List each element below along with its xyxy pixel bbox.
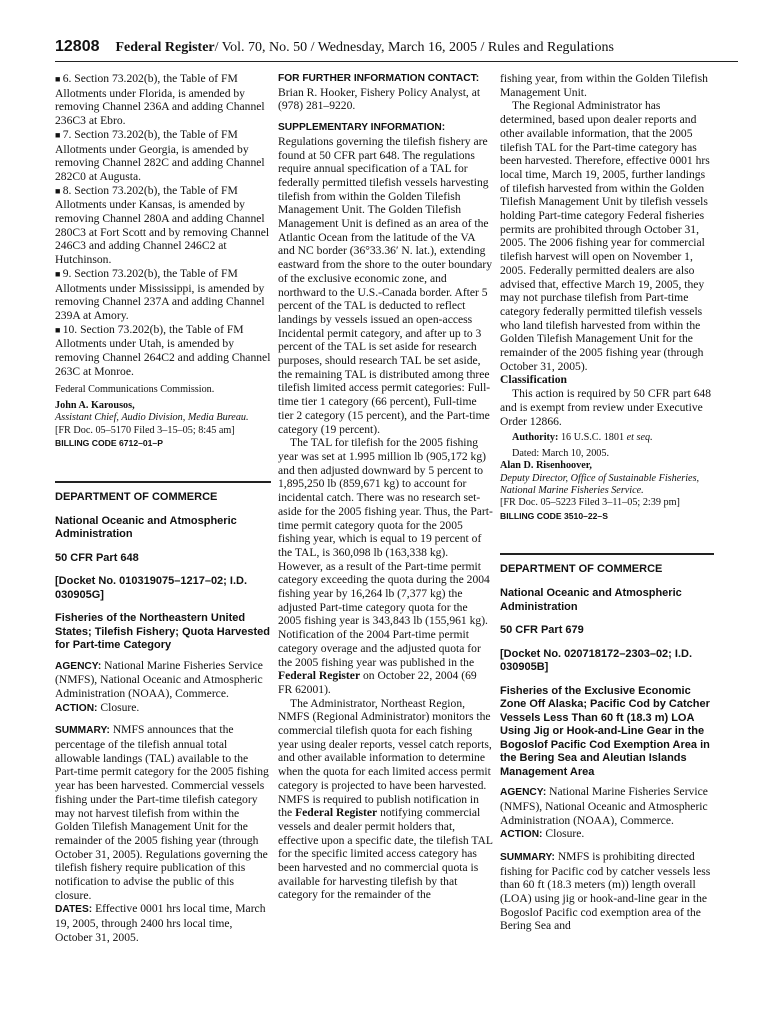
- docket-number: [Docket No. 010319075–1217–02; I.D. 030905G]: [55, 575, 248, 601]
- contact-text: Brian R. Hooker, Fishery Policy Analyst, at (978) 281–9220.: [278, 85, 481, 113]
- summary-text: NMFS announces that the percentage of the tilefish annual total allowable landings (TAL) available to the Part-time permit category for the 2005 fishing year has been harvested. Commercial vessels fishing under the Part-time tilefish category may not harvest tilefish from within the Golden Tilefish Management Unit for the remainder of the 2005 fishing year (through October 31, 2005). Regulations governing the tilefish fishery require publication of this notification to advise the public of this closure.: [55, 723, 269, 902]
- billing-code: BILLING CODE 6712–01–P: [55, 438, 163, 449]
- summary-block: [55, 723, 271, 902]
- dated-line: Dated: March 10, 2005.: [512, 447, 610, 459]
- signer-name: Alan D. Risenhoover,: [500, 460, 592, 472]
- authority-et-seq: et seq.: [626, 432, 653, 444]
- agency-label: AGENCY:: [55, 660, 102, 672]
- federal-register-ref: Federal Register: [295, 806, 378, 820]
- summary-label: SUMMARY:: [500, 851, 555, 863]
- agency-block: [55, 659, 271, 701]
- amendment-10: ■ 10. Section 73.202(b), the Table of FM Allotments under Utah, is amended by removing Channel 264C2 and adding Channel 263C at Monroe.: [55, 323, 271, 379]
- column-1: [55, 72, 271, 945]
- agency-text: National Marine Fisheries Service (NMFS), National Oceanic and Atmospheric Administration (NOAA), Commerce.: [55, 658, 263, 700]
- paragraph-2-text-b: on October 22, 2004 (69 FR 62001).: [278, 669, 477, 696]
- agency-heading: National Oceanic and Atmospheric Administration: [500, 587, 682, 613]
- action-block: [55, 701, 271, 716]
- dates-text: Effective 0001 hrs local time, March 19, 2005, through 2400 hrs local time, October 31, 2005.: [55, 902, 266, 944]
- amendment-9: ■ 9. Section 73.202(b), the Table of FM Allotments under Mississippi, is amended by removing Channel 237A and adding Channel 239A at Amory.: [55, 267, 271, 323]
- agency-signature: Federal Communications Commission.: [55, 384, 215, 396]
- action-label: ACTION:: [500, 829, 543, 841]
- column-2: [278, 72, 493, 902]
- agency-block: [500, 785, 714, 827]
- summary-text: NMFS is prohibiting directed fishing for Pacific cod by catcher vessels less than 60 ft (18.3 meters (m)) length overall (LOA) using jig or hook-and-line gear in the Bogoslof Pacific cod exemption area of the Bering Sea and: [500, 849, 711, 933]
- determination-paragraph: The Regional Administrator has determined, based upon dealer reports and other available information, that the 2005 tilefish TAL for the Part-time category has been harvested. Therefore, effective 0001 hrs local time, March 19, 2005, further landings of tilefish harvested from within the Golden Tilefish Management Unit by tilefish vessels holding Part-time category Federal fisheries permits are prohibited through October 31, 2005. The 2006 fishing year for commercial tilefish harvest will open on November 1, 2005. Federally permitted dealers are also advised that, effective March 19, 2005, they may not purchase tilefish from Part-time category federally permitted tilefish vessels who land tilefish harvested from within the Golden Tilefish Management Unit for the remainder of the 2005 fishing year (through October 31, 2005).: [500, 99, 710, 373]
- contact-label: FOR FURTHER INFORMATION CONTACT:: [278, 73, 480, 84]
- department-heading: DEPARTMENT OF COMMERCE: [500, 553, 714, 577]
- amendment-8: ■ 8. Section 73.202(b), the Table of FM Allotments under Kansas, is amended by removing Channel 280A and adding Channel 280C3 at Fort Scott and by removing Channel 246C3 and adding Channel 246C2 at Hutchinson.: [55, 184, 271, 267]
- supplementary-paragraph-3: [278, 697, 493, 903]
- publication-name: Federal Register: [115, 40, 215, 55]
- billing-code: BILLING CODE 3510–22–S: [500, 510, 608, 521]
- agency-label: AGENCY:: [500, 787, 547, 799]
- continued-paragraph: fishing year, from within the Golden Tilefish Management Unit.: [500, 72, 708, 99]
- amendment-6: ■ 6. Section 73.202(b), the Table of FM Allotments under Florida, is amended by removing Channel 236A and adding Channel 236C3 at Ebro.: [55, 72, 271, 128]
- summary-label: SUMMARY:: [55, 725, 110, 737]
- amendment-7: ■ 7. Section 73.202(b), the Table of FM Allotments under Georgia, is amended by removing Channel 282C and adding Channel 282C0 at Augusta.: [55, 128, 271, 184]
- authority-line: [500, 432, 714, 444]
- dates-label: DATES:: [55, 904, 93, 916]
- column-3: [500, 72, 714, 933]
- classification-heading: Classification: [500, 373, 567, 387]
- summary-block: [500, 850, 714, 933]
- agency-heading: National Oceanic and Atmospheric Administration: [55, 514, 237, 540]
- running-head-text: [116, 40, 614, 56]
- paragraph-3-text-b: notifying commercial vessels and dealer permit holders that, effective upon a specific date, the tilefish TAL for the specific limited access category has been harvested and no commercial quota is available for harvesting tilefish by that category for the remainder of the: [278, 806, 493, 902]
- rule-title: Fisheries of the Northeastern United States; Tilefish Fishery; Quota Harvested for Part-time Category: [55, 612, 270, 651]
- page-number: 12808: [55, 38, 100, 55]
- action-text: Closure.: [545, 827, 585, 841]
- department-heading: DEPARTMENT OF COMMERCE: [55, 481, 271, 505]
- classification-text: This action is required by 50 CFR part 648 and is exempt from review under Executive Order 12866.: [500, 387, 712, 428]
- action-block: [500, 827, 714, 842]
- supplementary-paragraph-1: Regulations governing the tilefish fishery are found at 50 CFR part 648. The regulations require annual specification of a TAL for federally permitted tilefish vessels harvesting tilefish from within the Golden Tilefish Management Unit. The Golden Tilefish Management Unit is defined as an area of the Atlantic Ocean from the latitude of the VA and NC border (36°33.36′ N. lat.), extending eastward from the shore to the outer boundary of the exclusive economic zone, and northward to the U.S.-Canada border. After 5 percent of the TAL is deducted to reflect landings by vessels issued an open-access Incidental permit category, and after up to 3 percent of the TAL is set aside for research purposes, should research TAL be set aside, the remaining TAL is distributed among three tilefish limited access permit categories: Full-time tier 1 category (66 percent), Full-time tier 2 category (15 percent), and the Part-time category (19 percent).: [278, 134, 493, 436]
- supplementary-label: SUPPLEMENTARY INFORMATION:: [278, 122, 446, 134]
- docket-number: [Docket No. 020718172–2303–02; I.D. 030905B]: [500, 647, 693, 674]
- rule-title: Fisheries of the Exclusive Economic Zone Off Alaska; Pacific Cod by Catcher Vessels Less Than 60 ft (18.3 m) LOA Using Jig or Hook-and-Line Gear in the Bogoslof Pacific Cod Exemption Area in the Bering Sea and Aleutian Islands Management Area: [500, 684, 710, 778]
- cfr-part: 50 CFR Part 648: [55, 551, 139, 564]
- running-header: [55, 38, 738, 62]
- dates-block: [55, 902, 271, 944]
- fr-doc-line: [FR Doc. 05–5170 Filed 3–15–05; 8:45 am]: [55, 424, 235, 436]
- signer-name: John A. Karousos,: [55, 399, 135, 411]
- paragraph-3-text-a: The Administrator, Northeast Region, NMFS (Regional Administrator) monitors the commercial tilefish quota for each fishing year using dealer reports, vessel catch reports, and other available information to determine when the quota for each limited access permit category is projected to have been harvested. NMFS is required to publish notification in the: [278, 696, 492, 820]
- authority-text: 16 U.S.C. 1801: [560, 432, 625, 444]
- action-text: Closure.: [100, 700, 140, 714]
- signer-title: Deputy Director, Office of Sustainable Fisheries, National Marine Fisheries Service.: [500, 472, 700, 496]
- fr-doc-line: [FR Doc. 05–5223 Filed 3–11–05; 2:39 pm]: [500, 497, 680, 509]
- paragraph-2-text-a: The TAL for tilefish for the 2005 fishing year was set at 1.995 million lb (905,172 kg) and then adjusted downward by 5 percent to 1,895,250 lb (859,671 kg) to account for incidental catch. There was no research set-aside for the 2005 fishing year. Thus, the Part-time permit category quota for the 2005 fishing year, which is equal to 19 percent of the TAL, is 360,098 lb (163,338 kg). However, as a result of the Part-time permit category exceeding the quota during the 2004 fishing year by 16,264 lb (7,377 kg) the adjusted Part-time category quota for the 2005 fishing year is 343,843 lb (155,961 kg). Notification of the 2004 Part-time permit category overage and the adjusted quota for the 2005 fishing year was published in the: [278, 436, 493, 669]
- signer-title: Assistant Chief, Audio Division, Media Bureau.: [55, 412, 249, 424]
- supplementary-paragraph-2: [278, 436, 493, 696]
- cfr-part: 50 CFR Part 679: [500, 624, 584, 637]
- action-label: ACTION:: [55, 702, 98, 714]
- federal-register-ref: Federal Register: [278, 669, 361, 683]
- authority-label: Authority:: [512, 432, 559, 444]
- agency-text: National Marine Fisheries Service (NMFS), National Oceanic and Atmospheric Administration (NOAA), Commerce.: [500, 785, 708, 827]
- issue-info: / Vol. 70, No. 50 / Wednesday, March 16, 2005 / Rules and Regulations: [214, 40, 614, 55]
